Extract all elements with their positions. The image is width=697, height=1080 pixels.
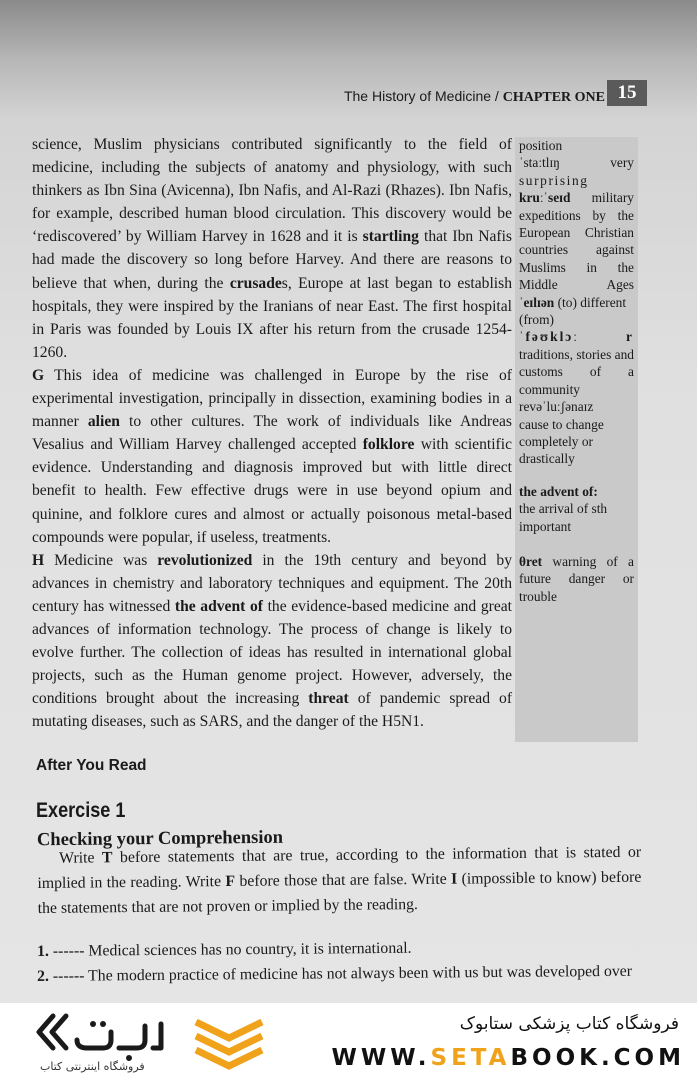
gloss-definition: the arrival of sth important — [519, 501, 608, 534]
question-number: 2. — [37, 967, 50, 985]
instr-false: F — [225, 872, 236, 891]
gloss-definition: cause to change completely or drastically — [519, 416, 604, 467]
vocab-term: revolutionized — [157, 551, 253, 569]
gloss-entry — [519, 553, 634, 605]
glossary-sidebar — [515, 137, 638, 742]
gloss-definition: military expeditions by the European Christian countries against Muslims in the Middle Ages — [519, 190, 634, 293]
chapter-label: CHAPTER ONE — [502, 90, 605, 105]
store-name: فروشگاه کتاب پزشکی ستابوک — [459, 1014, 679, 1034]
text-run: the evidence-based medicine and great advances of information technology. The process of change is likely to evolve further. The collection of ideas has resulted in international global projects, such as the Human genome project. However, adversely, the conditions brought about the increasing — [32, 597, 512, 708]
section-heading: After You Read — [36, 757, 147, 774]
gloss-phonetic: revəˈluːʃənaɪz — [519, 399, 594, 415]
gloss-definition: traditions, stories and customs of a community — [519, 346, 634, 397]
instr-text: (impossible to know) before the statements that are not proven or implied by the reading. — [37, 868, 642, 917]
text-run: Medicine was — [54, 551, 158, 569]
gloss-definition: warning of a future danger or trouble — [519, 553, 634, 604]
gloss-entry — [519, 294, 634, 329]
paragraph-g — [32, 364, 512, 549]
logo-subtitle: فروشگاه اینترنتی کتاب — [40, 1060, 145, 1073]
text-run: in the 19th century and beyond by advances in chemistry and laboratory techniques and equipment. The 20th century has witnessed — [32, 551, 513, 615]
paragraph-g-text — [32, 367, 512, 546]
gloss-definition: very — [610, 155, 634, 171]
vocab-term: crusade — [229, 274, 282, 292]
vocab-term: alien — [87, 413, 120, 431]
question-number: 1. — [37, 942, 50, 960]
page-number: 15 — [607, 80, 647, 106]
gloss-line: surprising — [519, 172, 589, 188]
gloss-entry — [519, 189, 634, 293]
instr-text: before statements that are true, according to the information that is stated or implied in the reading. Write — [37, 843, 642, 892]
gloss-phonetic: kruːˈseɪd — [519, 190, 571, 206]
text-run: to other cultures. The work of individuals like Andreas Vesalius and William Harvey challenged accepted — [32, 413, 512, 454]
spacer — [519, 468, 634, 483]
gloss-phonetic: ˈeɪlɪən — [519, 294, 555, 310]
reading-passage — [32, 133, 512, 733]
text-run: with scientific evidence. Understanding and diagnosis improved but with little direct benefit to health. Few effective drugs were in use beyond opium and quinine, and folklore cures and almost or actually poisonous metal-based compounds were popular, if useless, treatments. — [32, 436, 512, 546]
vocab-term: startling — [362, 228, 419, 246]
gloss-line: position — [519, 138, 563, 153]
paragraph-label: G — [32, 366, 45, 384]
url-part: WWW. — [331, 1045, 431, 1071]
vocab-term: the advent of — [174, 597, 263, 615]
instr-text: before those that are false. Write — [234, 870, 452, 890]
question-2 — [37, 963, 632, 986]
paragraph-h — [32, 549, 512, 734]
instr-true: T — [101, 849, 113, 867]
running-head-title: The History of Medicine / — [343, 88, 503, 104]
text-run: s, Europe at last began to establish hospitals, they were inspired by the Iranians of near East. The first hospital in Paris was founded by Louis IX after his return from the crusade 1254-1260. — [32, 274, 512, 361]
gloss-phonetic: ˈstaːtlɪŋ — [519, 155, 560, 171]
spacer — [519, 535, 634, 553]
vocab-term: threat — [308, 690, 349, 708]
instr-impossible: I — [450, 870, 458, 888]
paragraph-f-continued — [32, 133, 512, 364]
exercise-instructions — [37, 840, 642, 921]
setabook-logo — [33, 1010, 168, 1062]
vocab-term: folklore — [362, 436, 415, 454]
website-url[interactable] — [332, 1045, 685, 1071]
gloss-phonetic: θret — [519, 553, 543, 569]
exercise-subtitle: Checking your Comprehension — [36, 827, 284, 851]
instr-text: Write — [59, 849, 103, 867]
question-text: ------ Medical sciences has no country, it is international. — [48, 939, 412, 960]
gloss-definition: (to) different (from) — [519, 294, 627, 328]
url-part: BOOK.COM — [510, 1045, 685, 1071]
text-run: that Ibn Nafis had made the discovery so long before Harvey. And there are reasons to believe that when, during the — [32, 228, 512, 292]
text-run: of pandemic spread of mutating diseases, such as SARS, and the danger of the H5N1. — [32, 690, 513, 731]
paragraph-h-text — [32, 552, 512, 731]
question-1 — [37, 940, 412, 961]
running-head — [344, 88, 605, 106]
text-run: This idea of medicine was challenged in Europe by the rise of experimental investigation, principally in dissection, examining bodies in a manner — [32, 366, 512, 431]
url-highlight: SETA — [430, 1045, 511, 1071]
paragraph-label: H — [32, 551, 45, 569]
exercise-title: Exercise 1 — [36, 799, 126, 822]
gloss-phonetic: ˈfəʊklɔː r — [519, 329, 634, 345]
question-text: ------ The modern practice of medicine has not always been with us but was developed over — [48, 962, 633, 985]
gloss-term: the advent of: — [519, 483, 598, 499]
gloss-line — [519, 154, 634, 171]
text-run: science, Muslim physicians contributed significantly to the field of medicine, including the subjects of anatomy and physiology, with such thinkers as Ibn Sina (Avicenna), Ibn Nafis, and Al-Razi (Rhazes). Ibn Nafis, for example, described human blood circulation. This discovery would be ‘rediscovered’ by William Harvey in 1628 and it is — [32, 136, 512, 246]
book-stack-icon — [190, 1014, 268, 1070]
